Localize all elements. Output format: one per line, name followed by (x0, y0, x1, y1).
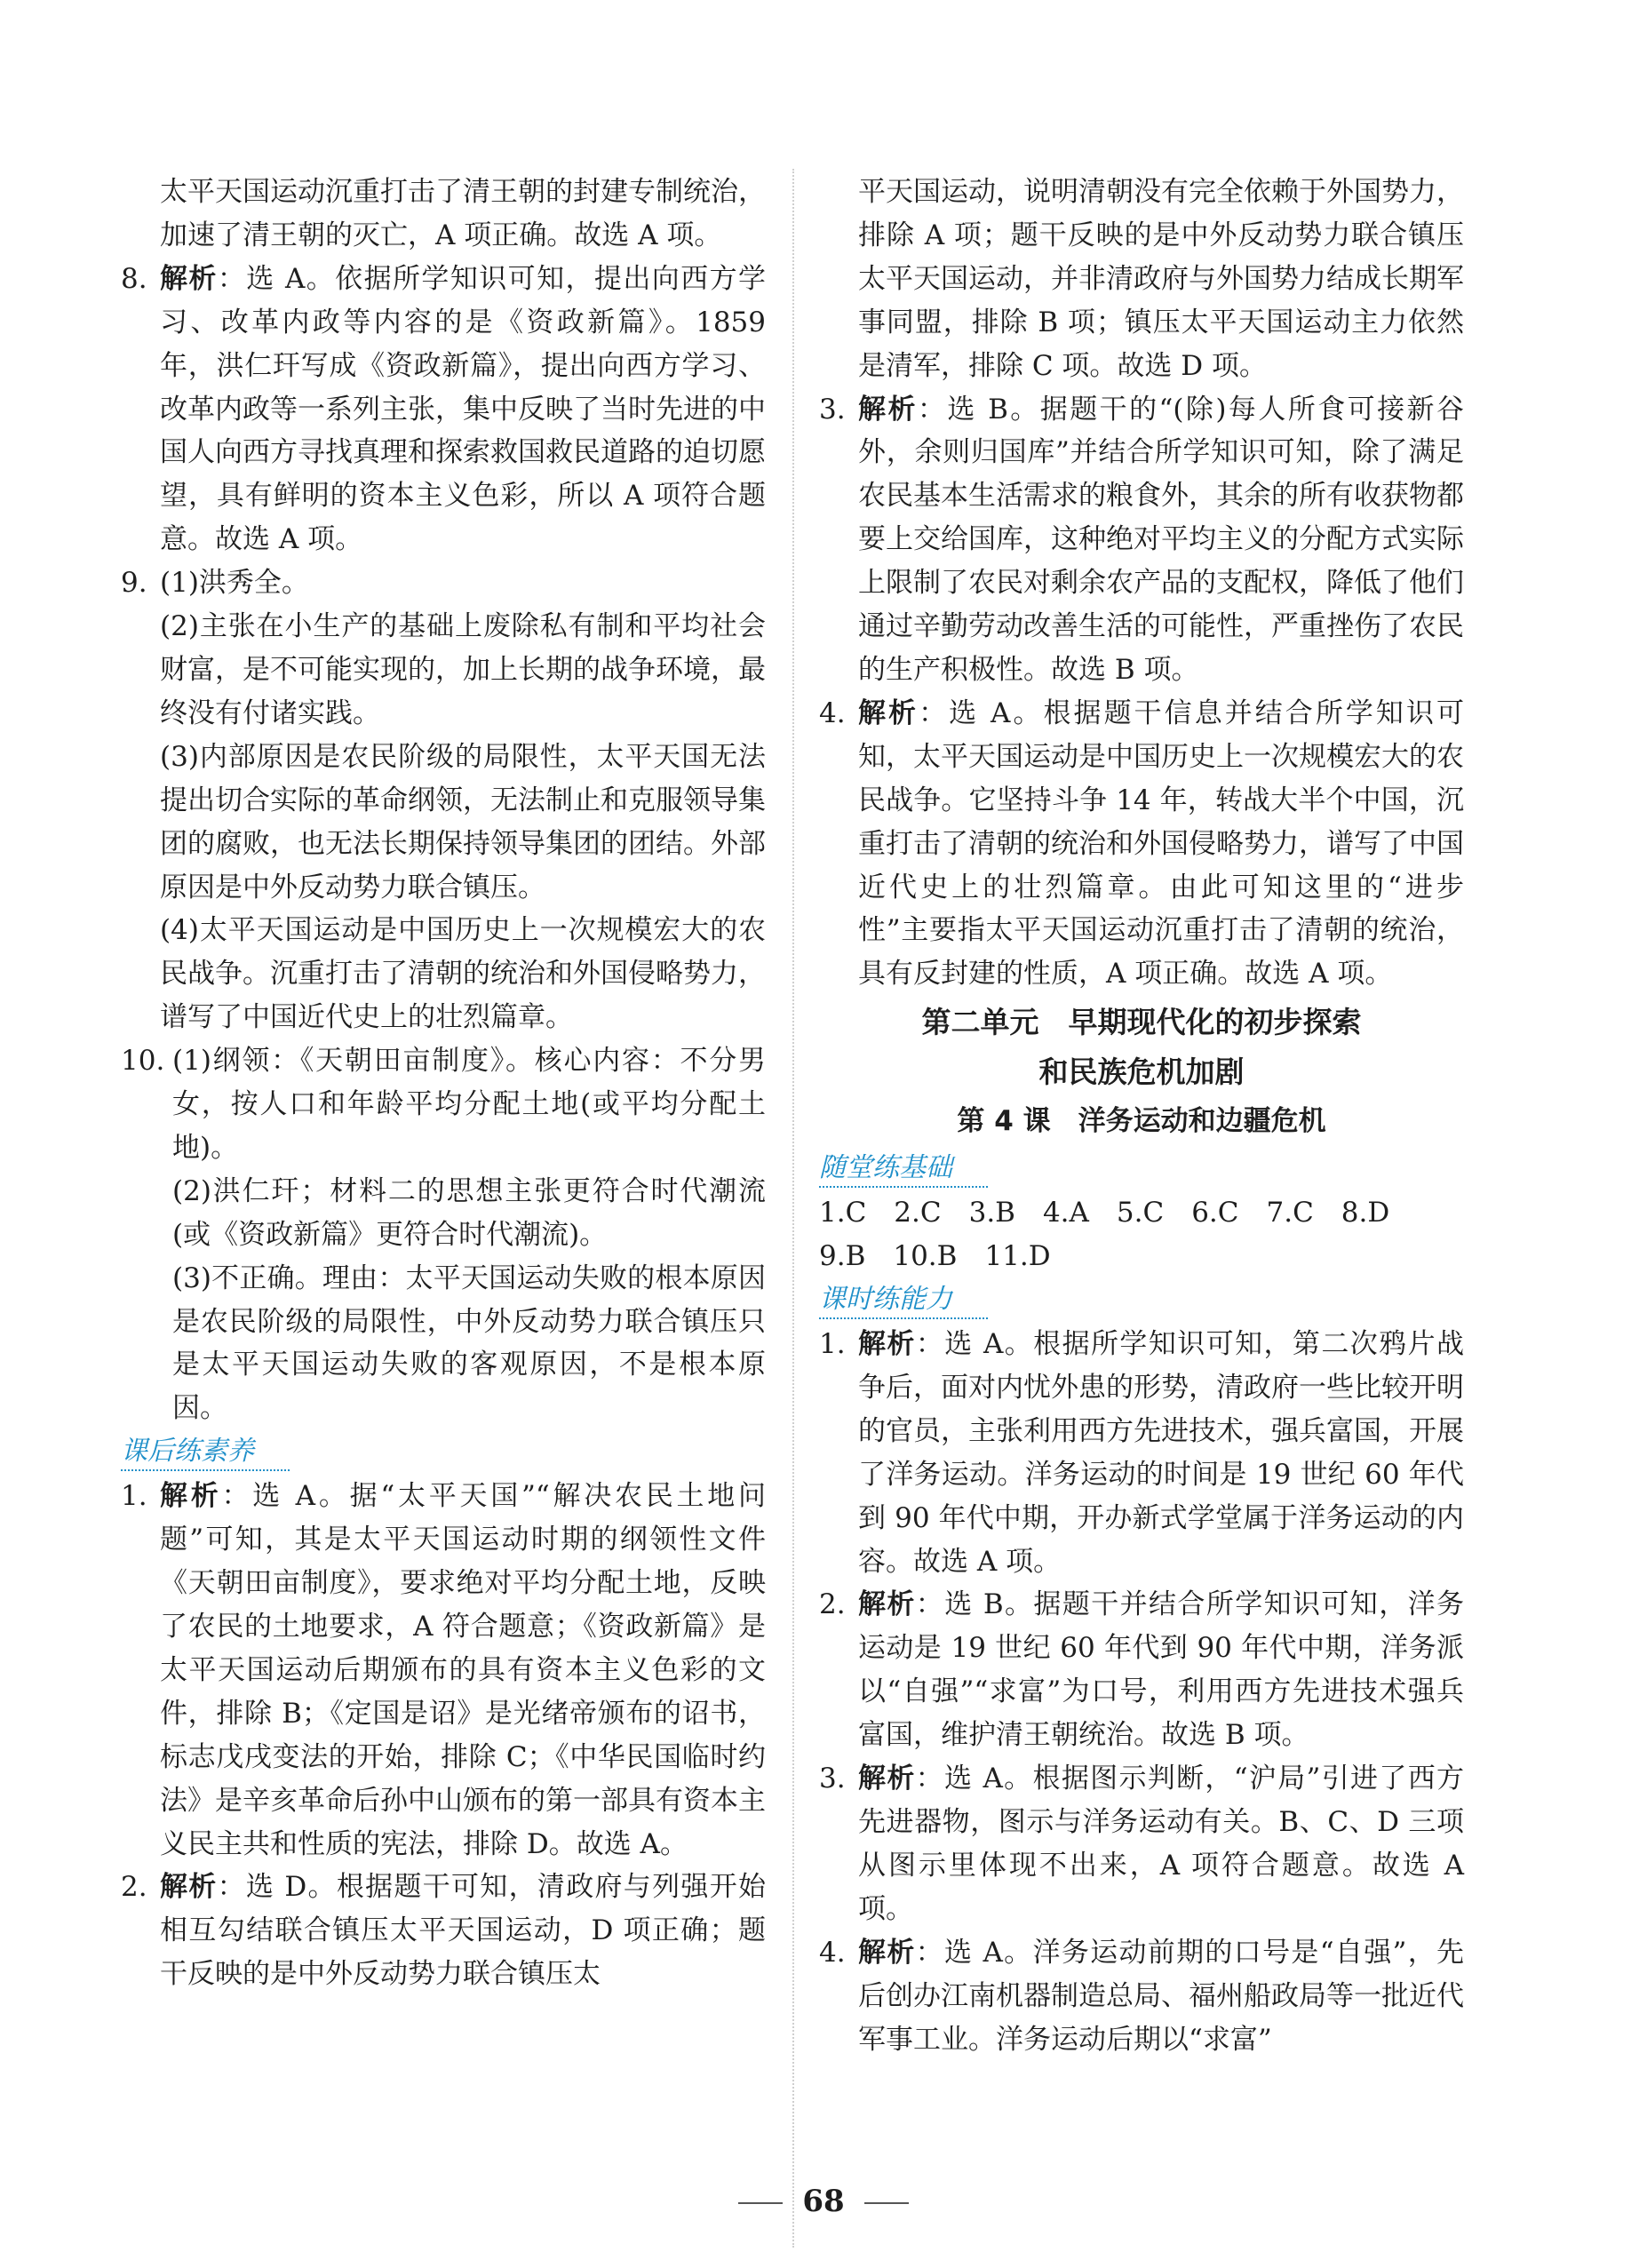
answer-text: (2)主张在小生产的基础上废除私有制和平均社会财富，是不可能实现的，加上长期的战争环境，最终没有付诸实践。 (160, 610, 766, 729)
answer-item-3 (819, 388, 1464, 692)
section-heading: 课时练能力 (819, 1282, 988, 1319)
answer-text: ：选 A。依据所学知识可知，提出向西方学习、改革内政等内容的是《资政新篇》。1859 年，洪仁玕写成《资政新篇》，提出向西方学习、改革内政等一系列主张，集中反映了当时先进的中国人向西方寻找真理和探索救国救民道路的迫切愿望，具有鲜明的资本主义色彩，所以 A 项符合题意。故选 A 项。 (160, 262, 766, 556)
answer-text: (3)不正确。理由：太平天国运动失败的根本原因是农民阶级的局限性，中外反动势力联合镇压只是太平天国运动失败的客观原因，不是根本原因。 (172, 1261, 766, 1425)
analysis-label: 解析 (858, 696, 919, 729)
analysis-label: 解析 (858, 1328, 916, 1361)
analysis-label: 解析 (160, 1480, 222, 1513)
answer-text: ：选 A。根据图示判断，“沪局”引进了西方先进器物，图示与洋务运动有关。B、C、D 三项从图示里体现不出来，A 项符合题意。故选 A 项。 (858, 1763, 1465, 1925)
answer-text: ：选 B。据题干的“(除)每人所食可接新谷外，余则归国库”并结合所学知识可知，除了满足农民基本生活需求的粮食外，其余的所有收获物都要上交给国库，这种绝对平均主义的分配方式实际上限制了农民对剩余农产品的支配权，降低了他们通过辛勤劳动改善生活的可能性，严重挫伤了农民的生产积极性。故选 B 项。 (858, 393, 1464, 686)
page-footer (0, 2184, 1647, 2219)
item-number: 4. (819, 696, 846, 729)
answer-text: ：选 A。据“太平天国”“解决农民土地问题”可知，其是太平天国运动时期的纲领性文件《天朝田亩制度》，要求绝对平均分配土地，反映了农民的土地要求，A 符合题意；《资政新篇》是太平天国运动后期颁布的具有资本主义色彩的文件，排除 B；《定国是诏》是光绪帝颁布的诏书，标志戊戌变法的开始，排除 C；《中华民国临时约法》是辛亥革命后孙中山颁布的第一部具有资本主义民主共和性质的宪法，排除 D。故选 A。 (160, 1480, 766, 1860)
right-column (819, 171, 1464, 2061)
answer-text: ：选 A。洋务运动前期的口号是“自强”，先后创办江南机器制造总局、福州船政局等一批近代军事工业。洋务运动后期以“求富” (858, 1936, 1465, 2056)
analysis-label: 解析 (858, 393, 918, 426)
answer-text: (1)纲领：《天朝田亩制度》。核心内容：不分男女，按人口和年龄平均分配土地(或平均分配土地)。 (172, 1045, 766, 1164)
answer-text: (4)太平天国运动是中国历史上一次规模宏大的农民战争。沉重打击了清朝的统治和外国侵略势力，谱写了中国近代史上的壮烈篇章。 (160, 914, 766, 1034)
answer-item-2 (819, 1583, 1464, 1757)
answer-item-2 (121, 1866, 766, 1996)
answer-key-line: 9.B 10.B 11.D (819, 1240, 1051, 1273)
item-number: 10. (121, 1045, 165, 1078)
left-column (121, 171, 766, 1996)
item-number: 4. (819, 1936, 846, 1969)
answer-item-9 (121, 561, 766, 605)
analysis-label: 解析 (160, 1871, 218, 1904)
section-heading: 课后练素养 (121, 1434, 290, 1471)
page-number: 68 (802, 2184, 845, 2219)
analysis-label: 解析 (858, 1936, 916, 1969)
item-number: 3. (819, 393, 846, 426)
answer-text: (3)内部原因是农民阶级的局限性，太平天国无法提出切合实际的革命纲领，无法制止和克服领导集团的腐败，也无法长期保持领导集团的团结。外部原因是中外反动势力联合镇压。 (160, 740, 766, 903)
answer-item-8 (121, 258, 766, 561)
answer-key-line: 1.C 2.C 3.B 4.A 5.C 6.C 7.C 8.D (819, 1197, 1390, 1229)
answer-text: ：选 D。根据题干可知，清政府与列强开始相互勾结联合镇压太平天国运动，D 项正确；题干反映的是中外反动势力联合镇压太 (160, 1871, 766, 1991)
answer-item-4 (819, 1931, 1464, 2062)
item-number: 2. (819, 1588, 846, 1621)
answer-text: ：选 A。根据所学知识可知，第二次鸦片战争后，面对内忧外患的形势，清政府一些比较开明的官员，主张利用西方先进技术，强兵富国，开展了洋务运动。洋务运动的时间是 19 世纪 60 年代到 90 年代中期，开办新式学堂属于洋务运动的内容。故选 A 项。 (858, 1328, 1464, 1578)
item-number: 2. (121, 1871, 147, 1904)
answer-item-3 (819, 1757, 1464, 1931)
item-number: 8. (121, 262, 147, 295)
answer-item-10 (121, 1039, 766, 1170)
lesson-title: 第 4 课 洋务运动和边疆危机 (957, 1105, 1326, 1138)
answer-text: ：选 B。据题干并结合所学知识可知，洋务运动是 19 世纪 60 年代到 90 年代中期，洋务派以“自强”“求富”为口号，利用西方先进技术强兵富国，维护清王朝统治。故选 B 项。 (858, 1588, 1464, 1752)
section-heading: 随堂练基础 (819, 1150, 988, 1188)
answer-item-4 (819, 692, 1464, 996)
paragraph: 太平天国运动沉重打击了清王朝的封建专制统治，加速了清王朝的灭亡，A 项正确。故选 A 项。 (160, 176, 766, 251)
answer-text: ：选 A。根据题干信息并结合所学知识可知，太平天国运动是中国历史上一次规模宏大的农民战争。它坚持斗争 14 年，转战大半个中国，沉重打击了清朝的统治和外国侵略势力，谱写了中国近代史上的壮烈篇章。由此可知这里的“进步性”主要指太平天国运动沉重打击了清朝的统治，具有反封建的性质，A 项正确。故选 A 项。 (858, 696, 1464, 991)
footer-dash (738, 2202, 783, 2204)
unit-title-line-1: 第二单元 早期现代化的初步探索 (921, 1005, 1362, 1040)
item-number: 1. (819, 1328, 846, 1361)
analysis-label: 解析 (858, 1588, 916, 1621)
paragraph: 平天国运动，说明清朝没有完全依赖于外国势力，排除 A 项；题干反映的是中外反动势力联合镇压太平天国运动，并非清政府与外国势力结成长期军事同盟，排除 B 项；镇压太平天国运动主力依然是清军，排除 C 项。故选 D 项。 (858, 176, 1464, 382)
unit-title-line-2: 和民族危机加剧 (1038, 1054, 1245, 1090)
answer-item-1 (121, 1475, 766, 1866)
answer-text: (1)洪秀全。 (160, 567, 309, 600)
column-divider (792, 169, 794, 2248)
item-number: 9. (121, 567, 147, 600)
analysis-label: 解析 (858, 1763, 916, 1795)
answer-item-1 (819, 1323, 1464, 1583)
footer-dash (864, 2202, 909, 2204)
answer-text: (2)洪仁玕；材料二的思想主张更符合时代潮流(或《资政新篇》更符合时代潮流)。 (172, 1174, 766, 1251)
analysis-label: 解析 (160, 262, 218, 295)
item-number: 3. (819, 1763, 846, 1795)
item-number: 1. (121, 1480, 147, 1513)
